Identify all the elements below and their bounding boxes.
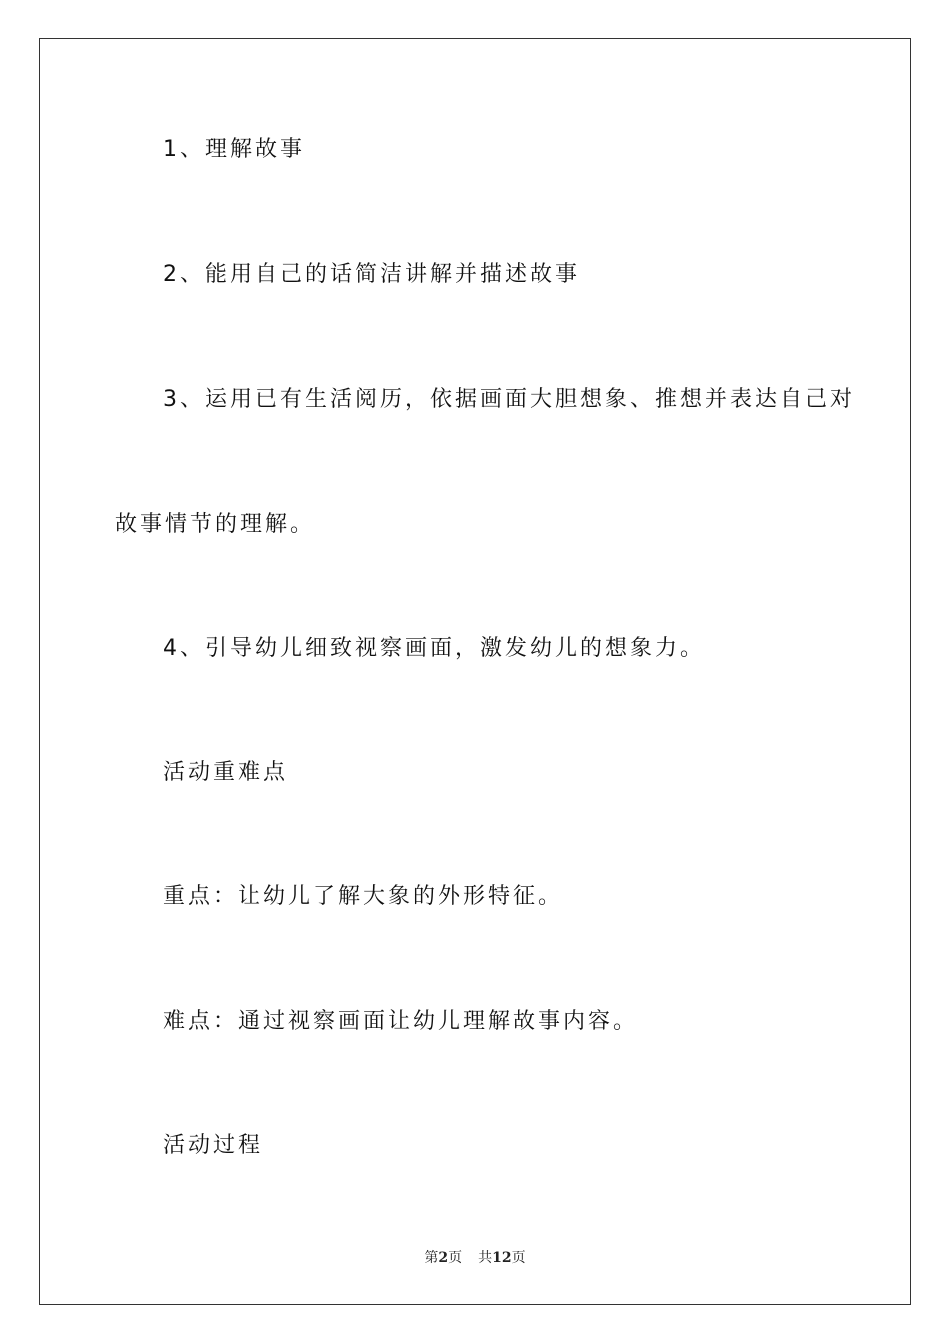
difficult-point: 难点：通过视察画面让幼儿理解故事内容。 bbox=[163, 1009, 639, 1034]
objective-3-continued: 故事情节的理解。 bbox=[115, 512, 316, 537]
objective-3: 3、运用已有生活阅历，依据画面大胆想象、推想并表达自己对 bbox=[163, 387, 855, 412]
footer-total-number: 12 bbox=[492, 1250, 512, 1266]
objective-1: 1、理解故事 bbox=[163, 137, 305, 162]
section-heading-process: 活动过程 bbox=[163, 1133, 264, 1158]
objective-2: 2、能用自己的话简洁讲解并描述故事 bbox=[163, 262, 580, 287]
page-border bbox=[39, 38, 911, 1305]
footer-page-number: 2 bbox=[438, 1250, 449, 1266]
page-footer bbox=[0, 1249, 950, 1267]
section-heading-key-points: 活动重难点 bbox=[163, 760, 289, 785]
objective-4: 4、引导幼儿细致视察画面，激发幼儿的想象力。 bbox=[163, 636, 705, 661]
footer-total-prefix: 共 bbox=[478, 1250, 493, 1266]
footer-page-prefix: 第 bbox=[424, 1250, 439, 1266]
footer-page-suffix: 页 bbox=[448, 1250, 463, 1266]
key-point: 重点：让幼儿了解大象的外形特征。 bbox=[163, 884, 564, 909]
footer-total-suffix: 页 bbox=[511, 1250, 526, 1266]
